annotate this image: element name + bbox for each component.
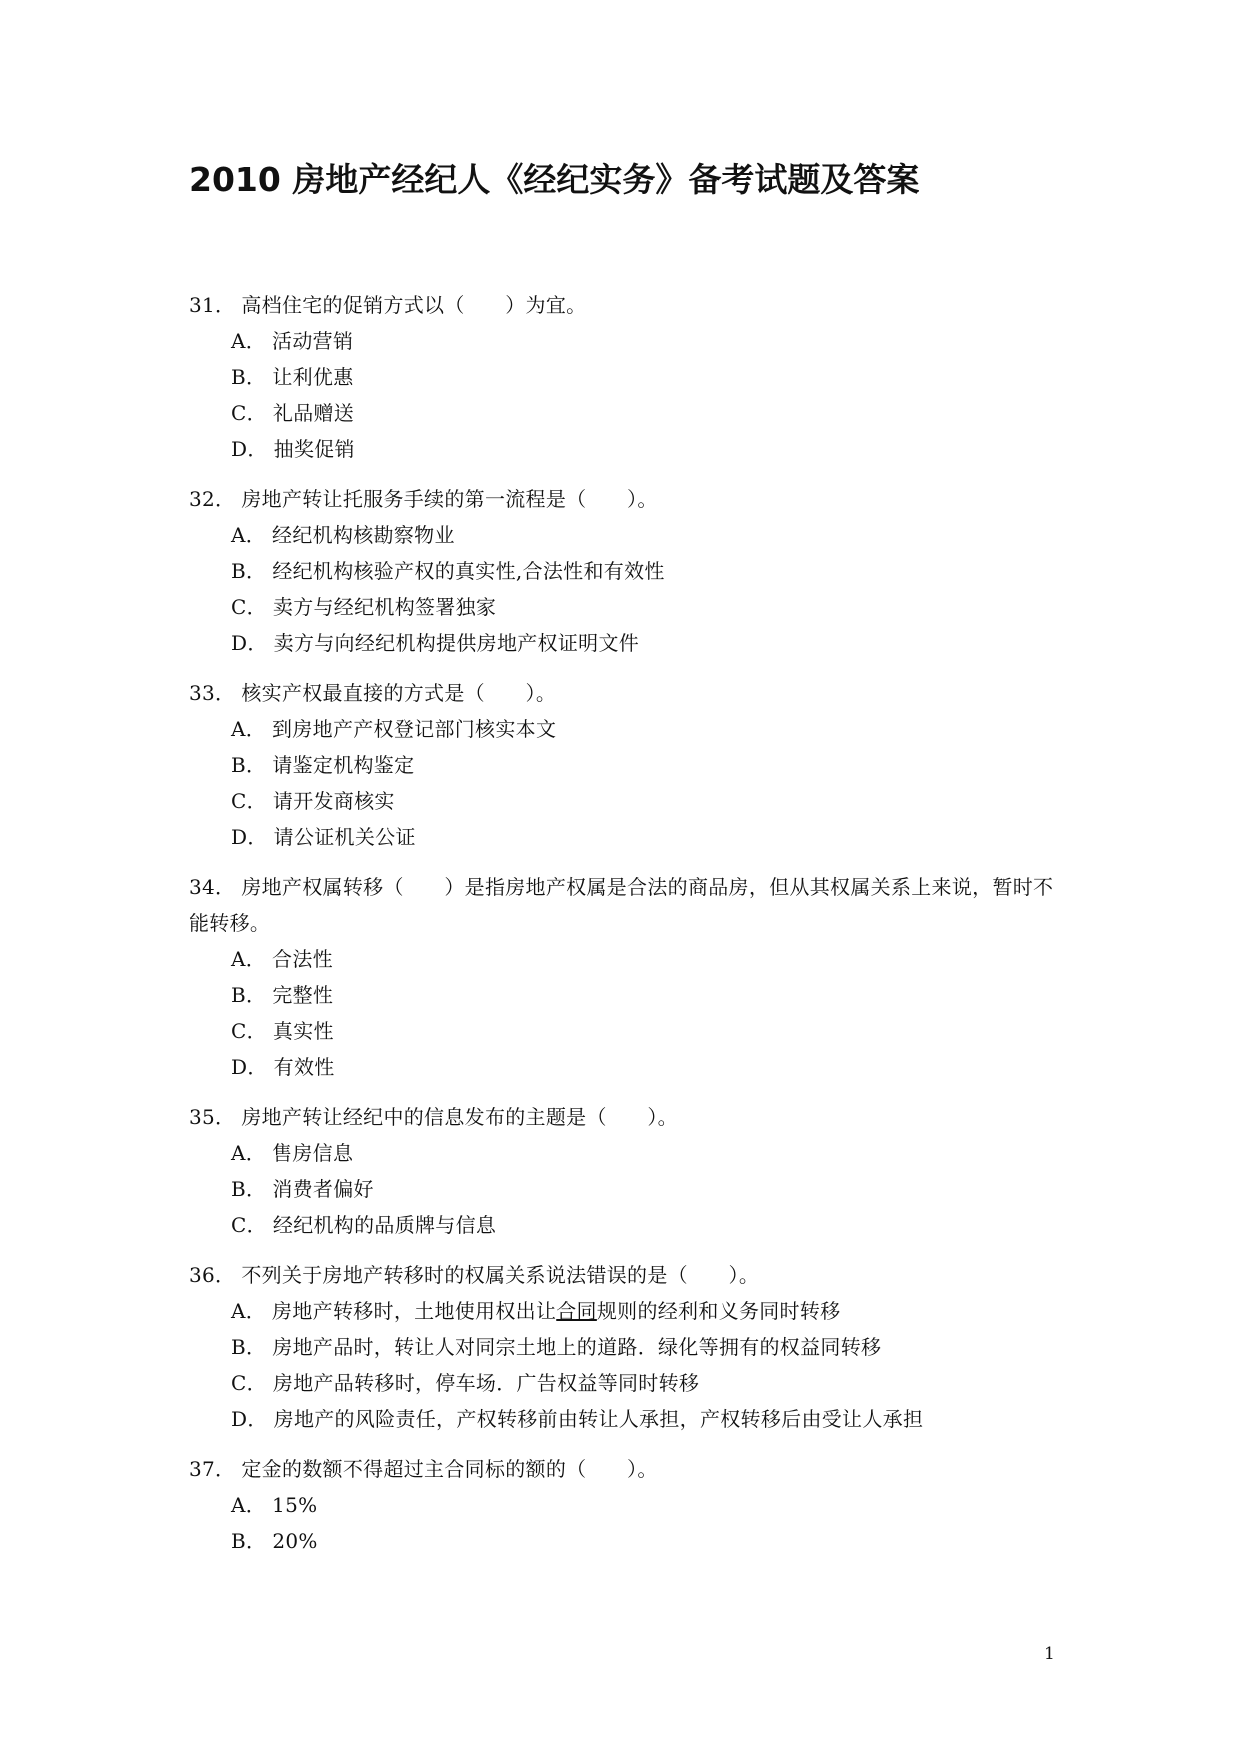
option-letter: C． bbox=[231, 789, 267, 813]
option-letter: B． bbox=[231, 1529, 267, 1553]
question-text: 不列关于房地产转移时的权属关系说法错误的是（ ）。 bbox=[241, 1263, 760, 1287]
question-text: 高档住宅的促销方式以（ ）为宜。 bbox=[241, 293, 587, 317]
option-text: 请鉴定机构鉴定 bbox=[272, 753, 415, 777]
option-d bbox=[231, 625, 1069, 661]
option-letter: C． bbox=[231, 595, 267, 619]
option-text: 经纪机构的品质牌与信息 bbox=[272, 1213, 497, 1237]
option-text: 活动营销 bbox=[272, 329, 354, 353]
page-number: 1 bbox=[1044, 1644, 1055, 1664]
option-letter: A． bbox=[231, 329, 267, 353]
option-text: 有效性 bbox=[273, 1055, 335, 1079]
option-text: 卖方与经纪机构签署独家 bbox=[272, 595, 497, 619]
question-number: 35． bbox=[189, 1105, 236, 1129]
question-number: 36． bbox=[189, 1263, 236, 1287]
question-31 bbox=[189, 287, 1069, 467]
option-a bbox=[231, 1135, 1069, 1171]
option-letter: B． bbox=[231, 1177, 267, 1201]
option-text: 真实性 bbox=[272, 1019, 334, 1043]
option-d bbox=[231, 431, 1069, 467]
option-a bbox=[231, 941, 1069, 977]
option-list bbox=[189, 517, 1069, 661]
option-text: 房地产品时，转让人对同宗土地上的道路．绿化等拥有的权益同转移 bbox=[272, 1335, 882, 1359]
option-letter: B． bbox=[231, 753, 267, 777]
option-text: 规则的经利和义务同时转移 bbox=[596, 1299, 841, 1323]
option-list bbox=[189, 941, 1069, 1085]
question-text: 定金的数额不得超过主合同标的额的（ ）。 bbox=[241, 1457, 658, 1481]
option-list bbox=[189, 323, 1069, 467]
option-a bbox=[231, 517, 1069, 553]
option-c bbox=[231, 1207, 1069, 1243]
option-a bbox=[231, 711, 1069, 747]
option-c bbox=[231, 589, 1069, 625]
option-letter: D． bbox=[231, 631, 268, 655]
option-c bbox=[231, 783, 1069, 819]
option-c bbox=[231, 395, 1069, 431]
option-letter: D． bbox=[231, 1055, 268, 1079]
question-stem bbox=[189, 287, 1069, 323]
option-text: 卖方与向经纪机构提供房地产权证明文件 bbox=[273, 631, 640, 655]
question-number: 31． bbox=[189, 293, 236, 317]
option-letter: C． bbox=[231, 1019, 267, 1043]
option-text: 让利优惠 bbox=[272, 365, 354, 389]
question-stem bbox=[189, 869, 1069, 941]
option-a bbox=[231, 1293, 1069, 1329]
option-letter: A． bbox=[231, 947, 267, 971]
question-number: 34． bbox=[189, 875, 236, 899]
option-letter: C． bbox=[231, 401, 267, 425]
option-a bbox=[231, 323, 1069, 359]
question-stem bbox=[189, 1099, 1069, 1135]
option-letter: B． bbox=[231, 559, 267, 583]
question-list bbox=[189, 287, 1069, 1573]
option-text: 到房地产产权登记部门核实本文 bbox=[272, 717, 557, 741]
option-c bbox=[231, 1013, 1069, 1049]
option-text: 请开发商核实 bbox=[272, 789, 395, 813]
option-b bbox=[231, 977, 1069, 1013]
option-text: 经纪机构核验产权的真实性,合法性和有效性 bbox=[272, 559, 665, 583]
option-b bbox=[231, 1171, 1069, 1207]
question-number: 33． bbox=[189, 681, 236, 705]
option-text: 请公证机关公证 bbox=[273, 825, 416, 849]
question-text: 房地产权属转移（ ）是指房地产权属是合法的商品房，但从其权属关系上来说，暂时不能转移。 bbox=[189, 875, 1054, 935]
question-stem bbox=[189, 675, 1069, 711]
question-36 bbox=[189, 1257, 1069, 1437]
option-d bbox=[231, 1401, 1069, 1437]
option-text-underlined: 合同 bbox=[556, 1299, 597, 1323]
option-letter: B． bbox=[231, 983, 267, 1007]
question-34 bbox=[189, 869, 1069, 1085]
option-letter: D． bbox=[231, 825, 268, 849]
option-text: 房地产品转移时，停车场．广告权益等同时转移 bbox=[272, 1371, 700, 1395]
option-text: 20% bbox=[272, 1529, 318, 1553]
option-text: 房地产的风险责任，产权转移前由转让人承担，产权转移后由受让人承担 bbox=[273, 1407, 924, 1431]
question-32 bbox=[189, 481, 1069, 661]
question-text: 房地产转让托服务手续的第一流程是（ ）。 bbox=[241, 487, 658, 511]
question-stem bbox=[189, 1257, 1069, 1293]
option-b bbox=[231, 553, 1069, 589]
option-list bbox=[189, 1487, 1069, 1559]
question-number: 37． bbox=[189, 1457, 236, 1481]
question-text: 核实产权最直接的方式是（ ）。 bbox=[241, 681, 557, 705]
option-text: 礼品赠送 bbox=[272, 401, 355, 425]
option-list bbox=[189, 1135, 1069, 1243]
question-number: 32． bbox=[189, 487, 236, 511]
option-text: 经纪机构核勘察物业 bbox=[272, 523, 455, 547]
document-title: 2010 房地产经纪人《经纪实务》备考试题及答案 bbox=[189, 160, 920, 199]
option-letter: B． bbox=[231, 1335, 267, 1359]
option-text: 合法性 bbox=[272, 947, 333, 971]
option-letter: A． bbox=[231, 1493, 267, 1517]
option-text: 抽奖促销 bbox=[273, 437, 355, 461]
option-text: 完整性 bbox=[272, 983, 334, 1007]
option-letter: C． bbox=[231, 1213, 267, 1237]
option-d bbox=[231, 1049, 1069, 1085]
option-letter: D． bbox=[231, 1407, 268, 1431]
question-stem bbox=[189, 1451, 1069, 1487]
question-33 bbox=[189, 675, 1069, 855]
option-letter: A． bbox=[231, 523, 267, 547]
option-letter: A． bbox=[231, 1299, 267, 1323]
option-b bbox=[231, 359, 1069, 395]
question-35 bbox=[189, 1099, 1069, 1243]
option-b bbox=[231, 1329, 1069, 1365]
option-text: 消费者偏好 bbox=[272, 1177, 374, 1201]
option-c bbox=[231, 1365, 1069, 1401]
option-letter: A． bbox=[231, 1141, 267, 1165]
option-a bbox=[231, 1487, 1069, 1523]
option-text: 售房信息 bbox=[272, 1141, 354, 1165]
question-stem bbox=[189, 481, 1069, 517]
option-list bbox=[189, 711, 1069, 855]
option-letter: D． bbox=[231, 437, 268, 461]
option-text: 房地产转移时，土地使用权出让 bbox=[272, 1299, 557, 1323]
option-letter: A． bbox=[231, 717, 267, 741]
option-d bbox=[231, 819, 1069, 855]
option-text: 15% bbox=[272, 1493, 318, 1517]
option-b bbox=[231, 747, 1069, 783]
option-b bbox=[231, 1523, 1069, 1559]
option-letter: B． bbox=[231, 365, 267, 389]
option-list bbox=[189, 1293, 1069, 1437]
option-letter: C． bbox=[231, 1371, 267, 1395]
question-37 bbox=[189, 1451, 1069, 1559]
question-text: 房地产转让经纪中的信息发布的主题是（ ）。 bbox=[241, 1105, 678, 1129]
